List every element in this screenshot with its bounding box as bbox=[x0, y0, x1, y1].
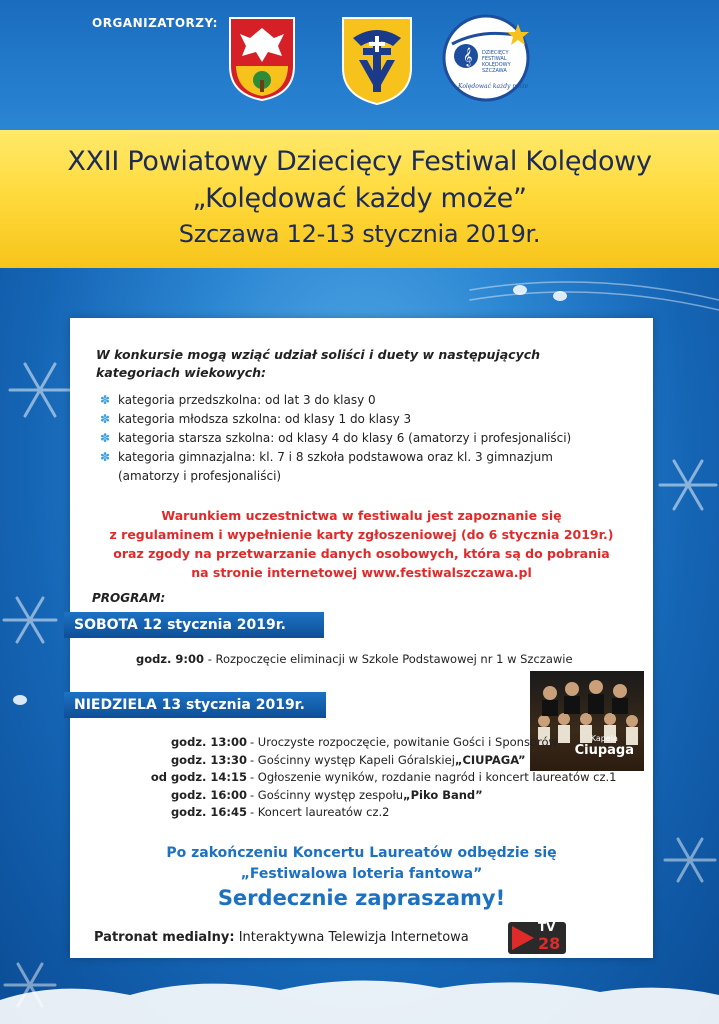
sunday-header: NIEDZIELA 13 stycznia 2019r. bbox=[64, 692, 326, 718]
program-label: PROGRAM: bbox=[92, 591, 166, 605]
header-band bbox=[0, 0, 719, 132]
schedule-item: godz. 9:00 - Rozpoczęcie eliminacji w Szkole Podstawowej nr 1 w Szczawie bbox=[136, 652, 573, 666]
svg-text:DZIECIĘCY: DZIECIĘCY bbox=[482, 50, 509, 56]
schedule-item: od godz. 14:15 - Ogłoszenie wyników, rozdanie nagród i koncert laureatów cz.1 bbox=[150, 770, 617, 785]
commune-coat-of-arms-icon bbox=[341, 16, 413, 106]
category-list bbox=[100, 391, 620, 486]
snowflake-bullet-icon: ✽ bbox=[100, 412, 111, 426]
schedule-item: godz. 16:45 - Koncert laureatów cz.2 bbox=[170, 805, 390, 820]
list-item: ✽ kategoria przedszkolna: od lat 3 do klasy 0 bbox=[100, 391, 620, 410]
intro-text: W konkursie mogą wziąć udział soliści i duety w następujących kategoriach wiekowych: bbox=[96, 347, 541, 380]
svg-text:Kolędować każdy może: Kolędować każdy może bbox=[458, 83, 529, 90]
snowflake-bullet-icon: ✽ bbox=[100, 450, 111, 464]
tv28-logo bbox=[508, 918, 568, 956]
band-name: Kapela Ciupaga bbox=[574, 734, 634, 758]
svg-text:SZCZAWA: SZCZAWA bbox=[482, 68, 507, 74]
participation-requirements: Warunkiem uczestnictwa w festiwalu jest zapoznanie się z regulaminem i wypełnienie karty zgłoszeniowej (do 6 stycznia 2019r.) oraz zgody na przetwarzanie danych osobowych, która są do pobrania na stronie internetowej www.festiwalszczawa.pl bbox=[70, 506, 653, 582]
list-item: ✽ kategoria gimnazjalna: kl. 7 i 8 szkoła podstawowa oraz kl. 3 gimnazjum bbox=[100, 448, 620, 467]
festival-title: XXII Powiatowy Dziecięcy Festiwal Kolędowy bbox=[67, 146, 652, 177]
invitation-text: Serdecznie zapraszamy! bbox=[217, 886, 506, 910]
snowflake-bullet-icon: ✽ bbox=[100, 431, 111, 445]
list-item: ✽ kategoria młodsza szkolna: od klasy 1 do klasy 3 bbox=[100, 410, 620, 429]
svg-text:KOLĘDOWY: KOLĘDOWY bbox=[482, 62, 511, 68]
festival-date: Szczawa 12-13 stycznia 2019r. bbox=[178, 220, 541, 248]
sunday-schedule bbox=[90, 734, 616, 822]
saturday-header: SOBOTA 12 stycznia 2019r. bbox=[64, 612, 324, 638]
festival-motto: „Kolędować każdy może” bbox=[192, 183, 527, 214]
organizers-label: ORGANIZATORZY: bbox=[92, 16, 218, 30]
schedule-item: godz. 13:00 - Uroczyste rozpoczęcie, powitanie Gości i Sponsorów bbox=[170, 735, 558, 749]
svg-text:FESTIWAL: FESTIWAL bbox=[482, 56, 507, 62]
website-link[interactable]: na stronie internetowej www.festiwalszczawa.pl bbox=[191, 565, 532, 580]
svg-text:𝄞: 𝄞 bbox=[463, 47, 473, 66]
festival-logo-icon bbox=[442, 14, 530, 102]
info-panel bbox=[70, 318, 653, 958]
snowflake-bullet-icon: ✽ bbox=[100, 393, 111, 407]
list-item: ✽ kategoria starsza szkolna: od klasy 4 do klasy 6 (amatorzy i profesjonaliści) bbox=[100, 429, 620, 448]
media-patron: Patronat medialny: Interaktywna Telewizja Internetowa bbox=[94, 930, 469, 945]
festival-title-band bbox=[0, 130, 719, 268]
closing-note: Po zakończeniu Koncertu Laureatów odbędzie się „Festiwalowa loteria fantowa” bbox=[166, 845, 557, 882]
county-coat-of-arms-icon bbox=[228, 16, 296, 102]
list-item-continuation: (amatorzy i profesjonaliści) bbox=[118, 469, 282, 483]
schedule-item: godz. 16:00 - Gościnny występ zespołu „Piko Band” bbox=[170, 787, 483, 802]
tv-logo-number: 28 bbox=[538, 934, 561, 953]
schedule-item: godz. 13:30 - Gościnny występ Kapeli Góralskiej „CIUPAGA” bbox=[170, 752, 526, 767]
tv-logo-text: TV bbox=[538, 920, 556, 934]
